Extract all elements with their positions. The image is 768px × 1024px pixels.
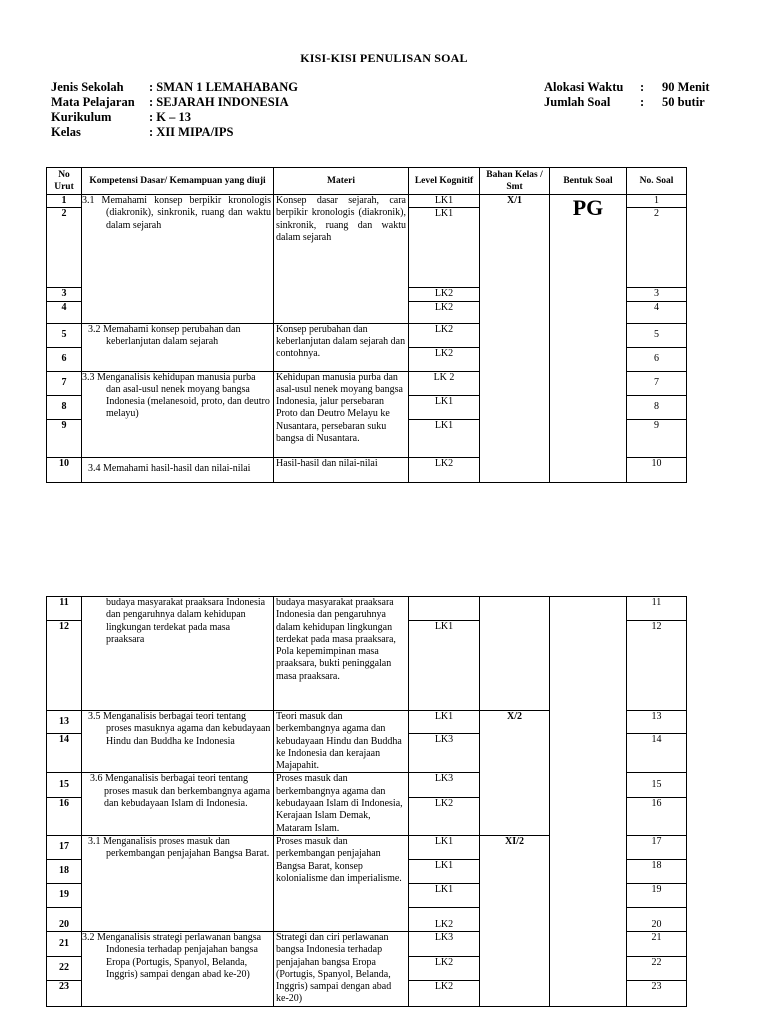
materi-cell: Proses masuk dan perkembangan penjajahan Bangsa Barat, konsep kolonialisme dan imperialisme. (274, 835, 409, 931)
level-cell: LK1 (409, 859, 480, 883)
level-cell: LK2 (409, 956, 480, 980)
row-number: 16 (47, 797, 82, 835)
level-cell: LK2 (409, 797, 480, 835)
kompetensi-cell: 3.4 Memahami hasil-hasil dan nilai-nilai (82, 457, 274, 482)
materi-cell: budaya masyarakat praaksara Indonesia dan pengaruhnya dalam kehidupan lingkungan terdekat pada masa praaksara, Pola kepemimpinan masa praaksara, bukti peninggalan masa praaksara. (274, 597, 409, 711)
soal-number: 15 (627, 773, 687, 797)
row-number: 2 (47, 208, 82, 288)
meta-label: Jenis Sekolah (51, 80, 124, 94)
row-number: 21 (47, 931, 82, 956)
level-cell: LK3 (409, 733, 480, 773)
header-bentuk: Bentuk Soal (550, 168, 627, 195)
kompetensi-cell (82, 323, 274, 371)
soal-number: 14 (627, 733, 687, 773)
soal-number: 5 (627, 323, 687, 347)
table-row (47, 597, 687, 621)
row-number: 18 (47, 859, 82, 883)
meta-value: 50 butir (662, 95, 705, 109)
kompetensi-cell (82, 371, 274, 457)
header-no-urut: No Urut (47, 168, 82, 195)
bahan-cell: XI/2 (480, 835, 550, 1006)
meta-value: : SMAN 1 LEMAHABANG (149, 80, 298, 94)
level-cell: LK1 (409, 621, 480, 711)
header-no-soal: No. Soal (627, 168, 687, 195)
bentuk-soal-cell: PG (550, 195, 627, 483)
row-number: 14 (47, 733, 82, 773)
level-cell (409, 597, 480, 621)
soal-number: 2 (627, 208, 687, 288)
row-number: 15 (47, 773, 82, 797)
meta-row (51, 110, 298, 125)
materi-cell: Hasil-hasil dan nilai-nilai (274, 457, 409, 482)
row-number: 23 (47, 980, 82, 1006)
kompetensi-cell (82, 931, 274, 1006)
soal-number: 22 (627, 956, 687, 980)
level-cell: LK1 (409, 835, 480, 859)
row-number: 13 (47, 711, 82, 734)
level-cell: LK2 (409, 323, 480, 347)
soal-number: 3 (627, 288, 687, 301)
kompetensi-cell (82, 711, 274, 773)
meta-label: Alokasi Waktu (544, 80, 624, 94)
row-number: 9 (47, 419, 82, 457)
meta-label: Kelas (51, 125, 81, 139)
materi-cell: Teori masuk dan berkembangnya agama dan kebudayaan Hindu dan Buddha ke Indonesia dan kerajaan Majapahit. (274, 711, 409, 773)
row-number: 5 (47, 323, 82, 347)
row-number: 19 (47, 883, 82, 907)
materi-cell: Strategi dan ciri perlawanan bangsa Indonesia terhadap penjajahan bangsa Eropa (Portugis, Spanyol, Belanda, Inggris) sampai dengan abad ke-20) (274, 931, 409, 1006)
row-number: 1 (47, 195, 82, 208)
bahan-cell (480, 597, 550, 711)
meta-value: : K – 13 (149, 110, 192, 124)
soal-number: 17 (627, 835, 687, 859)
level-cell: LK1 (409, 883, 480, 907)
materi-cell: Proses masuk dan berkembangnya agama dan kebudayaan Islam di Indonesia, Kerajaan Islam Demak, Mataram Islam. (274, 773, 409, 835)
row-number: 4 (47, 301, 82, 323)
document-title: KISI-KISI PENULISAN SOAL (300, 51, 468, 65)
meta-value: : XII MIPA/IPS (149, 125, 234, 139)
level-cell: LK1 (409, 711, 480, 734)
soal-number: 6 (627, 347, 687, 371)
row-number: 7 (47, 371, 82, 395)
meta-value: : SEJARAH INDONESIA (149, 95, 289, 109)
soal-number: 12 (627, 621, 687, 711)
soal-number: 8 (627, 395, 687, 419)
row-number: 10 (47, 457, 82, 482)
header-kompetensi: Kompetensi Dasar/ Kemampuan yang diuji (82, 168, 274, 195)
level-cell: LK3 (409, 931, 480, 956)
soal-number: 10 (627, 457, 687, 482)
kisi-table-page-2 (46, 596, 687, 1007)
soal-number: 4 (627, 301, 687, 323)
kompetensi-cell (82, 597, 274, 711)
row-number: 8 (47, 395, 82, 419)
header-bahan: Bahan Kelas / Smt (480, 168, 550, 195)
level-cell: LK1 (409, 395, 480, 419)
kompetensi-text: 3.1 Menganalisis proses masuk dan perkembangan penjajahan Bangsa Barat. (88, 835, 270, 860)
kisi-table-page-1 (46, 167, 687, 483)
kompetensi-text: budaya masyarakat praaksara Indonesia dan pengaruhnya dalam kehidupan lingkungan terdekat pada masa praaksara (106, 597, 266, 645)
soal-number: 20 (627, 907, 687, 931)
meta-left (51, 80, 298, 140)
materi-cell: Konsep dasar sejarah, cara berpikir kronologis (diakronik), sinkronik, ruang dan waktu dalam sejarah (274, 195, 409, 324)
meta-sep: : (640, 95, 645, 109)
kompetensi-text: 3.1 Memahami konsep berpikir kronologis (diakronik), sinkronik, ruang dan waktu dalam sejarah (82, 195, 271, 231)
row-number: 20 (47, 907, 82, 931)
bahan-cell: X/1 (480, 195, 550, 483)
bentuk-soal-cell (550, 597, 627, 1007)
table-row (47, 195, 687, 208)
kompetensi-cell (82, 773, 274, 835)
materi-cell: Kehidupan manusia purba dan asal-usul nenek moyang bangsa Indonesia, jalur persebaran Proto dan Deutro Melayu ke Nusantara, persebaran suku bangsa di Nusantara. (274, 371, 409, 457)
soal-number: 16 (627, 797, 687, 835)
meta-label: Mata Pelajaran (51, 95, 135, 109)
kompetensi-text: 3.3 Menganalisis kehidupan manusia purba dan asal-usul nenek moyang bangsa Indonesia (melanesoid, proto, dan deutro melayu) (82, 371, 270, 420)
level-cell: LK2 (409, 980, 480, 1006)
row-number: 11 (47, 597, 82, 621)
level-cell: LK2 (409, 301, 480, 323)
soal-number: 13 (627, 711, 687, 734)
meta-row (51, 95, 298, 110)
level-cell: LK2 (409, 288, 480, 301)
level-cell: LK 2 (409, 371, 480, 395)
soal-number: 19 (627, 883, 687, 907)
level-cell: LK1 (409, 208, 480, 288)
meta-value: 90 Menit (662, 80, 710, 94)
row-number: 17 (47, 835, 82, 859)
row-number: 22 (47, 956, 82, 980)
meta-sep: : (640, 80, 645, 94)
row-number: 3 (47, 288, 82, 301)
meta-label: Kurikulum (51, 110, 112, 124)
meta-label: Jumlah Soal (544, 95, 611, 109)
bahan-cell: X/2 (480, 711, 550, 836)
kompetensi-text: 3.2 Memahami konsep perubahan dan keberlanjutan dalam sejarah (88, 323, 241, 347)
level-cell: LK2 (409, 457, 480, 482)
meta-row (51, 125, 298, 140)
row-number: 12 (47, 621, 82, 711)
header-level: Level Kognitif (409, 168, 480, 195)
meta-row (544, 80, 710, 95)
materi-cell: Konsep perubahan dan keberlanjutan dalam sejarah dan contohnya. (274, 323, 409, 371)
meta-right (544, 80, 710, 110)
level-cell: LK1 (409, 419, 480, 457)
kompetensi-text: 3.2 Menganalisis strategi perlawanan bangsa Indonesia terhadap penjajahan bangsa Eropa (Portugis, Spanyol, Belanda, Inggris) sampai dengan abad ke-20) (82, 931, 262, 980)
soal-number: 7 (627, 371, 687, 395)
row-number: 6 (47, 347, 82, 371)
level-cell: LK1 (409, 195, 480, 208)
soal-number: 21 (627, 931, 687, 956)
soal-number: 11 (627, 597, 687, 621)
header-materi: Materi (274, 168, 409, 195)
kompetensi-cell (82, 835, 274, 931)
meta-row (51, 80, 298, 95)
soal-number: 1 (627, 195, 687, 208)
level-cell: LK3 (409, 773, 480, 797)
kompetensi-text: 3.6 Menganalisis berbagai teori tentang proses masuk dan berkembangnya agama dan kebudayaan Islam di Indonesia. (90, 773, 271, 810)
kompetensi-cell (82, 195, 274, 324)
soal-number: 18 (627, 859, 687, 883)
level-cell: LK2 (409, 347, 480, 371)
kompetensi-text: 3.5 Menganalisis berbagai teori tentang proses masuknya agama dan kebudayaan Hindu dan Buddha ke Indonesia (88, 711, 271, 747)
soal-number: 23 (627, 980, 687, 1006)
meta-row (544, 95, 710, 110)
level-cell: LK2 (409, 907, 480, 931)
soal-number: 9 (627, 419, 687, 457)
